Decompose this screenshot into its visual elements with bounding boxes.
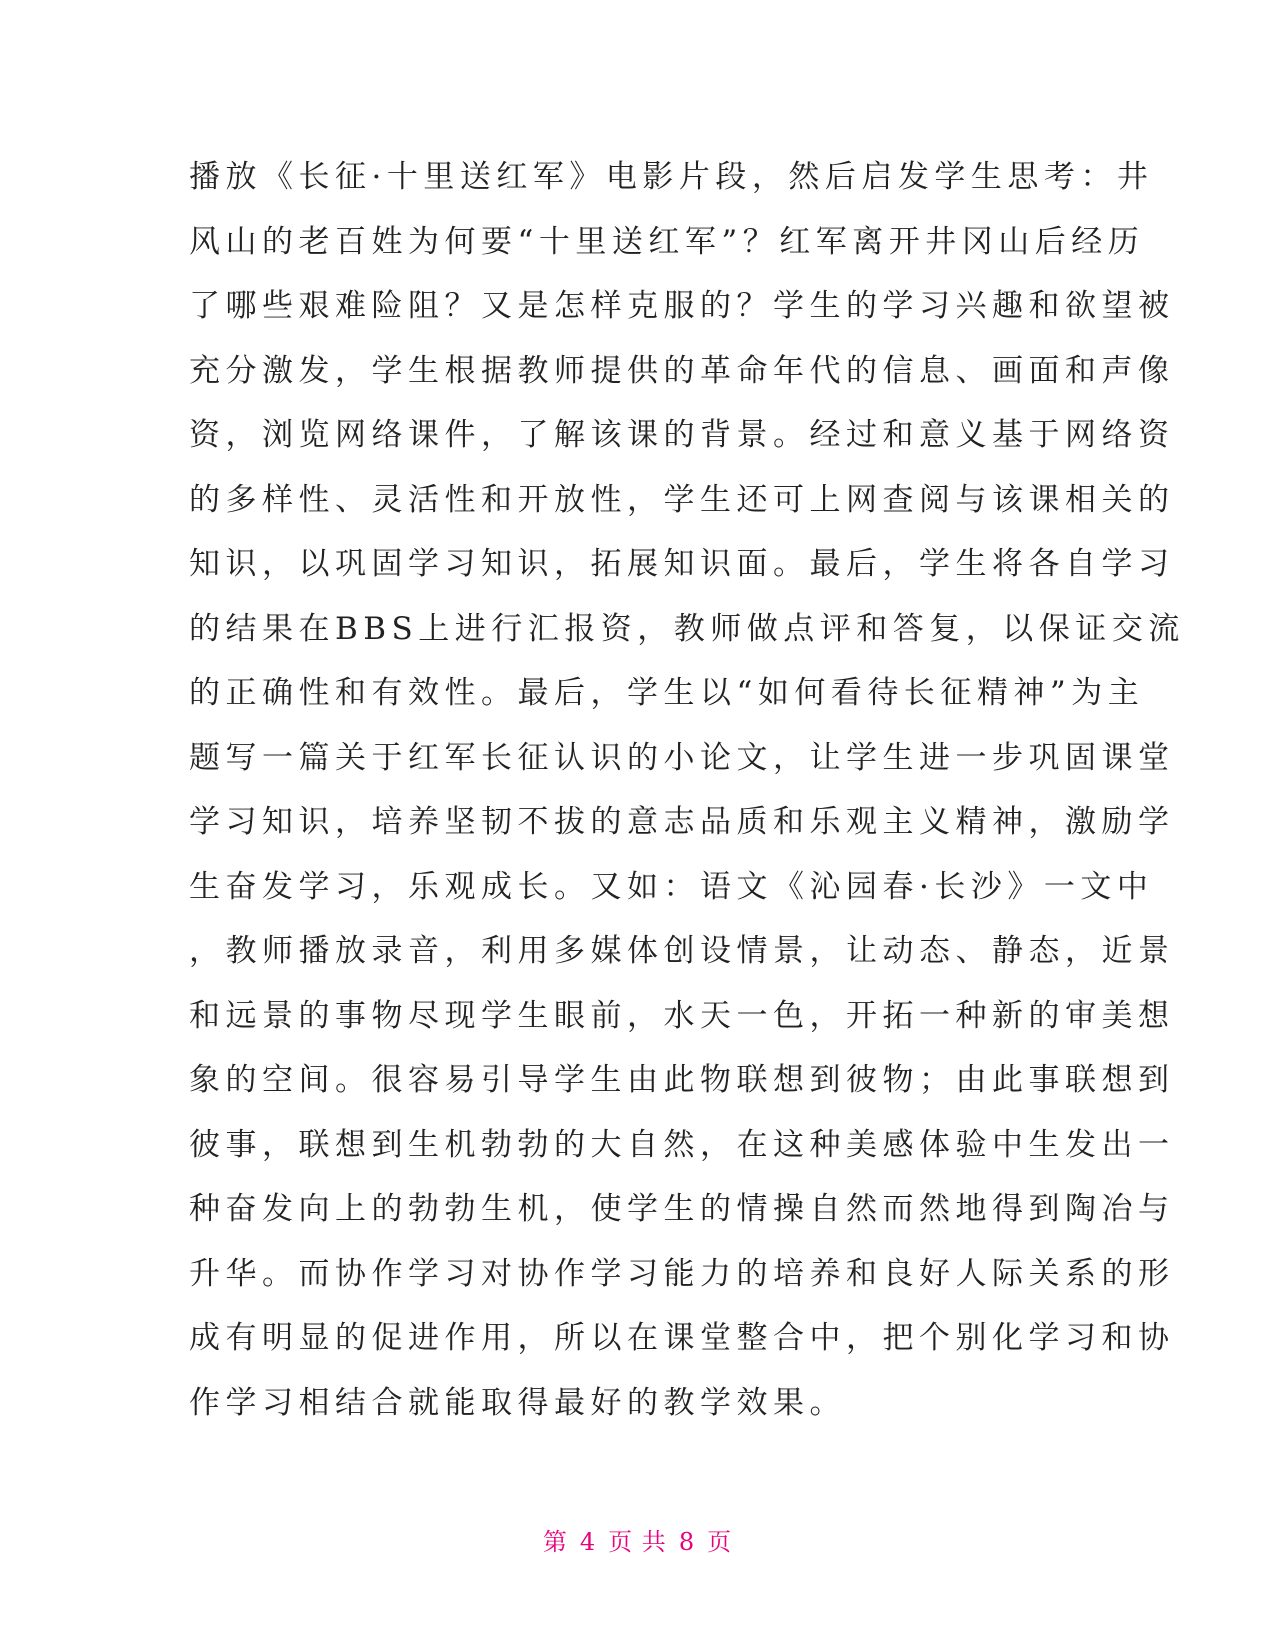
footer-middle: 页 共 (608, 1528, 667, 1556)
paragraph-line: 充分激发，学生根据教师提供的革命年代的信息、画面和声像 (189, 352, 1175, 389)
paragraph-line: 播放《长征·十里送红军》电影片段，然后启发学生思考：井 (189, 159, 1154, 195)
paragraph-line: 资，浏览网络课件，了解该课的背景。经过和意义基于网络资 (189, 417, 1175, 453)
paragraph-line: 了哪些艰难险阻？又是怎样克服的？学生的学习兴趣和欲望被 (189, 288, 1175, 324)
paragraph-line: 成有明显的促进作用，所以在课堂整合中，把个别化学习和协 (189, 1320, 1175, 1356)
body-paragraph (189, 145, 1185, 1435)
paragraph-line: 和远景的事物尽现学生眼前，水天一色，开拓一种新的审美想 (189, 997, 1175, 1034)
footer-suffix: 页 (707, 1528, 733, 1556)
paragraph-line: 的正确性和有效性。最后，学生以“如何看待长征精神”为主 (189, 675, 1145, 711)
paragraph-line: 生奋发学习，乐观成长。又如：语文《沁园春·长沙》一文中 (189, 868, 1154, 905)
paragraph-line: 彼事，联想到生机勃勃的大自然，在这种美感体验中生发出一 (189, 1126, 1175, 1163)
paragraph-line: 的多样性、灵活性和开放性，学生还可上网查阅与该课相关的 (189, 481, 1175, 518)
paragraph-line: 风山的老百姓为何要“十里送红军”？红军离开井冈山后经历 (189, 223, 1145, 260)
page-footer (0, 1522, 1275, 1557)
total-pages-number: 8 (678, 1528, 696, 1556)
paragraph-line: 升华。而协作学习对协作学习能力的培养和良好人际关系的形 (189, 1255, 1175, 1292)
paragraph-line: 知识，以巩固学习知识，拓展知识面。最后，学生将各自学习 (189, 546, 1175, 582)
footer-prefix: 第 (542, 1528, 568, 1556)
paragraph-line: ，教师播放录音，利用多媒体创设情景，让动态、静态，近景 (189, 933, 1175, 969)
paragraph-line: 的结果在BBS上进行汇报资，教师做点评和答复，以保证交流 (189, 610, 1185, 647)
current-page-number: 4 (579, 1528, 597, 1556)
paragraph-line: 作学习相结合就能取得最好的教学效果。 (189, 1384, 846, 1421)
paragraph-line: 题写一篇关于红军长征认识的小论文，让学生进一步巩固课堂 (189, 739, 1175, 776)
paragraph-line: 种奋发向上的勃勃生机，使学生的情操自然而然地得到陶冶与 (189, 1191, 1175, 1227)
paragraph-line: 学习知识，培养坚韧不拔的意志品质和乐观主义精神，激励学 (189, 804, 1175, 840)
paragraph-line: 象的空间。很容易引导学生由此物联想到彼物；由此事联想到 (189, 1062, 1175, 1098)
